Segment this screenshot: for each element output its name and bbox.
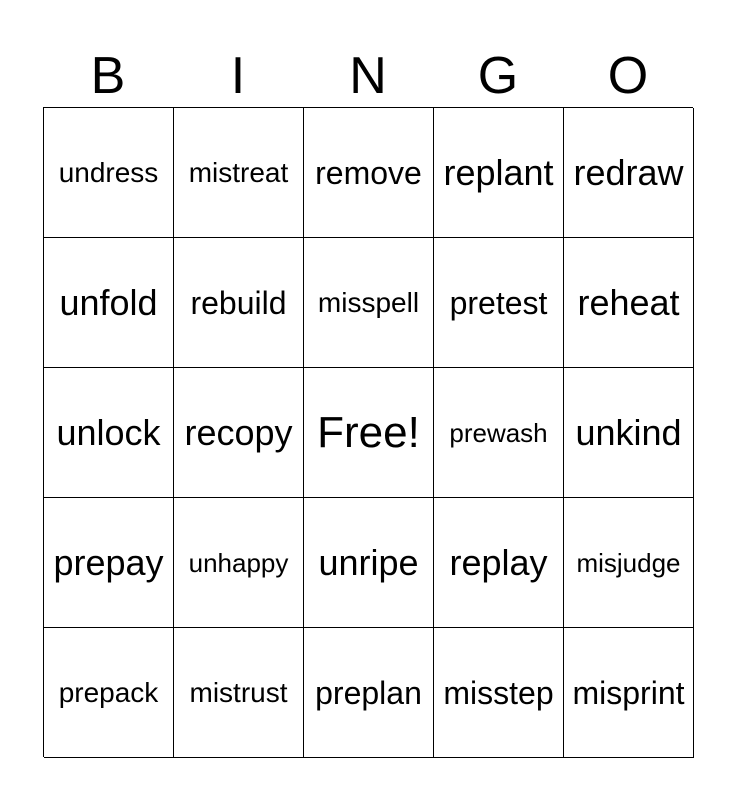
bingo-cell[interactable]: unlock	[44, 368, 174, 498]
bingo-cell[interactable]: replant	[434, 108, 564, 238]
bingo-cell[interactable]: misstep	[434, 628, 564, 758]
bingo-cell[interactable]: unfold	[44, 238, 174, 368]
bingo-cell[interactable]: misspell	[304, 238, 434, 368]
bingo-cell[interactable]: unripe	[304, 498, 434, 628]
header-letter-i: I	[230, 47, 246, 105]
bingo-cell[interactable]: undress	[44, 108, 174, 238]
bingo-cell[interactable]: remove	[304, 108, 434, 238]
bingo-cell[interactable]: unkind	[564, 368, 694, 498]
bingo-cell[interactable]: prewash	[434, 368, 564, 498]
bingo-cell[interactable]: replay	[434, 498, 564, 628]
bingo-cell[interactable]: misjudge	[564, 498, 694, 628]
bingo-cell[interactable]: prepay	[44, 498, 174, 628]
bingo-cell[interactable]: prepack	[44, 628, 174, 758]
free-space-cell[interactable]: Free!	[304, 368, 434, 498]
bingo-cell[interactable]: redraw	[564, 108, 694, 238]
bingo-cell[interactable]: rebuild	[174, 238, 304, 368]
bingo-cell[interactable]: recopy	[174, 368, 304, 498]
bingo-header	[43, 44, 693, 108]
bingo-cell[interactable]: misprint	[564, 628, 694, 758]
bingo-cell[interactable]: preplan	[304, 628, 434, 758]
header-letter-n: N	[349, 47, 387, 105]
header-letter-o: O	[607, 47, 649, 105]
bingo-cell[interactable]: reheat	[564, 238, 694, 368]
header-letter-g: G	[477, 47, 519, 105]
bingo-cell[interactable]: mistreat	[174, 108, 304, 238]
header-letter-b: B	[90, 47, 126, 105]
bingo-board	[43, 107, 693, 757]
bingo-cell[interactable]: pretest	[434, 238, 564, 368]
bingo-cell[interactable]: unhappy	[174, 498, 304, 628]
bingo-cell[interactable]: mistrust	[174, 628, 304, 758]
